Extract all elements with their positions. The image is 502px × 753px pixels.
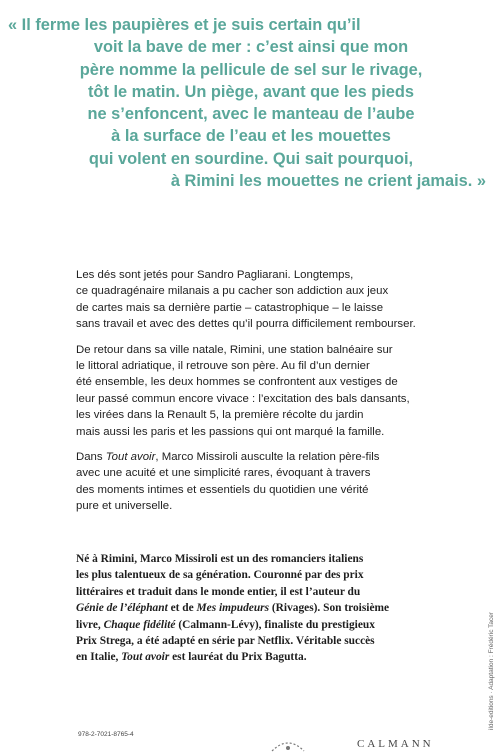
bio-text: en Italie, <box>76 651 122 664</box>
quote-line: qui volent en sourdine. Qui sait pourquoi, <box>88 149 414 168</box>
back-cover-quote <box>8 14 494 192</box>
publisher-name: CALMANN <box>357 738 434 750</box>
book-title: Tout avoir <box>105 451 156 464</box>
bio-line: les plus talentueux de sa génération. Couronné par des prix <box>76 569 364 582</box>
bio-text: livre, <box>76 618 101 631</box>
bio-text: et de <box>167 602 197 615</box>
bio-line: Prix Strega, a été adapté en série par Netflix. Véritable succès <box>76 635 375 648</box>
book-title: Chaque fidélité <box>103 618 176 631</box>
summary-line: De retour dans sa ville natale, Rimini, une station balnéaire sur <box>76 343 393 356</box>
summary-line: Les dés sont jetés pour Sandro Pagliarani. Longtemps, <box>76 269 354 281</box>
bio-line <box>76 649 426 665</box>
summary-line: des moments intimes et essentiels du quotidien une vérité <box>76 483 369 496</box>
summary-line: mais aussi les paris et les passions qui ont marqué la famille. <box>76 425 385 438</box>
quote-line: père nomme la pellicule de sel sur le rivage, <box>79 60 423 79</box>
book-summary <box>76 267 426 524</box>
quote-line: ne s’enfoncent, avec le manteau de l’aube <box>87 105 415 124</box>
bio-line <box>76 600 426 616</box>
book-title: Mes impudeurs <box>196 602 270 615</box>
isbn: 978-2-7021-8765-4 <box>78 731 134 738</box>
summary-line <box>76 449 426 465</box>
quote-line: tôt le matin. Un piège, avant que les pieds <box>87 82 415 101</box>
summary-text: Dans <box>76 451 106 464</box>
summary-line: été ensemble, les deux hommes se confrontent aux vestiges de <box>76 376 398 389</box>
publisher-logo-icon <box>268 733 308 753</box>
summary-paragraph-1 <box>76 267 426 333</box>
quote-line: « Il ferme les paupières et je suis certain qu’il <box>8 16 361 34</box>
book-title: Génie de l’éléphant <box>76 602 168 615</box>
bio-text: est lauréat du Prix Bagutta. <box>169 651 307 664</box>
quote-line: voit la bave de mer : c’est ainsi que mon <box>93 38 409 57</box>
bio-line: littéraires et traduit dans le monde entier, il est l’auteur du <box>76 585 361 598</box>
bio-line: Né à Rimini, Marco Missiroli est un des romanciers italiens <box>76 553 364 565</box>
book-title: Tout avoir <box>121 651 170 664</box>
summary-line: avec une acuité et une simplicité rares, évoquant à travers <box>76 467 371 480</box>
summary-line: ce quadragénaire milanais a pu cacher son addiction aux jeux <box>76 285 389 298</box>
summary-line: pure et universelle. <box>76 500 173 513</box>
summary-paragraph-3 <box>76 449 426 515</box>
summary-line: leur passé commun encore vivace : l’excitation des bals dansants, <box>76 392 410 405</box>
summary-line: de cartes mais sa dernière partie – catastrophique – le laisse <box>76 301 384 314</box>
summary-text: , Marco Missiroli ausculte la relation père-fils <box>155 451 380 464</box>
bio-text: (Rivages). Son troisième <box>269 602 390 615</box>
summary-line: le littoral adriatique, il retrouve son père. Au fil d’un dernier <box>76 360 370 373</box>
cover-credit-vertical <box>486 580 496 730</box>
summary-line: les virées dans la Renault 5, la première récolte du jardin <box>76 409 364 422</box>
summary-paragraph-2 <box>76 342 426 440</box>
quote-line: à Rimini les mouettes ne crient jamais. » <box>170 172 486 191</box>
author-bio <box>76 551 426 666</box>
bio-text: (Calmann-Lévy), finaliste du prestigieux <box>175 618 375 631</box>
summary-line: sans travail et avec des dettes qu’il pourra difficilement rembourser. <box>76 318 416 331</box>
cover-credit-text: ilde-editions · Adaptation : Frédéric Tacer <box>488 611 495 730</box>
quote-line: à la surface de l’eau et les mouettes <box>111 127 391 146</box>
bio-line <box>76 617 426 633</box>
